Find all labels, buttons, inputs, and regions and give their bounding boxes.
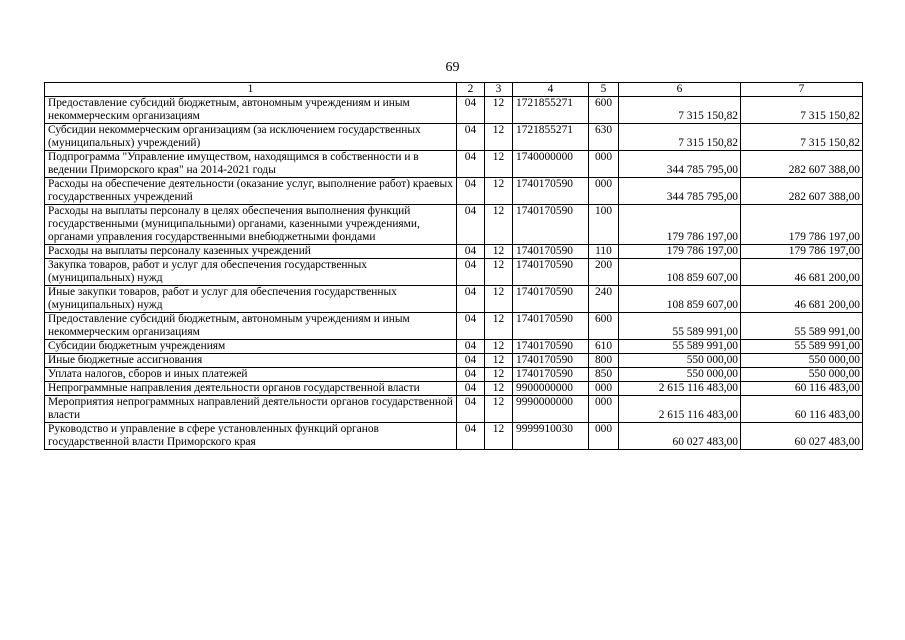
table-row <box>45 340 863 354</box>
cell-name: Предоставление субсидий бюджетным, автономным учреждениям и иным некоммерческим организациям <box>45 97 457 124</box>
cell-name: Субсидии бюджетным учреждениям <box>45 340 457 354</box>
cell-section: 04 <box>457 354 485 368</box>
cell-amount-1: 7 315 150,82 <box>619 97 741 124</box>
cell-target-article: 1740000000 <box>513 151 589 178</box>
cell-subsection: 12 <box>485 124 513 151</box>
cell-subsection: 12 <box>485 340 513 354</box>
cell-target-article: 9999910030 <box>513 423 589 450</box>
cell-target-article: 1740170590 <box>513 178 589 205</box>
cell-expense-type: 000 <box>589 178 619 205</box>
cell-subsection: 12 <box>485 382 513 396</box>
cell-expense-type: 600 <box>589 313 619 340</box>
cell-target-article: 1721855271 <box>513 124 589 151</box>
cell-subsection: 12 <box>485 396 513 423</box>
cell-name: Уплата налогов, сборов и иных платежей <box>45 368 457 382</box>
cell-subsection: 12 <box>485 423 513 450</box>
cell-expense-type: 100 <box>589 205 619 245</box>
column-header-target-article: 4 <box>513 83 589 97</box>
cell-expense-type: 000 <box>589 382 619 396</box>
cell-amount-2: 179 786 197,00 <box>741 205 863 245</box>
cell-section: 04 <box>457 97 485 124</box>
cell-name: Предоставление субсидий бюджетным, автономным учреждениям и иным некоммерческим организациям <box>45 313 457 340</box>
cell-section: 04 <box>457 259 485 286</box>
cell-target-article: 9990000000 <box>513 396 589 423</box>
cell-expense-type: 600 <box>589 97 619 124</box>
cell-expense-type: 000 <box>589 423 619 450</box>
cell-amount-1: 344 785 795,00 <box>619 178 741 205</box>
column-header-subsection: 3 <box>485 83 513 97</box>
cell-name: Субсидии некоммерческим организациям (за исключением государственных (муниципальных) учреждений) <box>45 124 457 151</box>
table-row <box>45 368 863 382</box>
cell-amount-1: 60 027 483,00 <box>619 423 741 450</box>
cell-amount-1: 55 589 991,00 <box>619 313 741 340</box>
cell-amount-2: 550 000,00 <box>741 368 863 382</box>
table-row <box>45 286 863 313</box>
cell-target-article: 1740170590 <box>513 354 589 368</box>
cell-amount-2: 7 315 150,82 <box>741 124 863 151</box>
cell-name: Закупка товаров, работ и услуг для обеспечения государственных (муниципальных) нужд <box>45 259 457 286</box>
cell-expense-type: 000 <box>589 151 619 178</box>
cell-amount-2: 46 681 200,00 <box>741 286 863 313</box>
table-body <box>45 97 863 450</box>
cell-section: 04 <box>457 340 485 354</box>
cell-expense-type: 200 <box>589 259 619 286</box>
table-row <box>45 354 863 368</box>
cell-section: 04 <box>457 368 485 382</box>
cell-subsection: 12 <box>485 368 513 382</box>
cell-target-article: 1740170590 <box>513 205 589 245</box>
cell-amount-1: 550 000,00 <box>619 368 741 382</box>
page-number: 69 <box>445 60 460 75</box>
cell-target-article: 9900000000 <box>513 382 589 396</box>
cell-amount-2: 60 116 483,00 <box>741 382 863 396</box>
cell-expense-type: 240 <box>589 286 619 313</box>
cell-subsection: 12 <box>485 354 513 368</box>
table-row <box>45 205 863 245</box>
budget-table <box>44 82 863 450</box>
cell-amount-1: 344 785 795,00 <box>619 151 741 178</box>
cell-subsection: 12 <box>485 97 513 124</box>
cell-target-article: 1740170590 <box>513 259 589 286</box>
cell-section: 04 <box>457 313 485 340</box>
cell-expense-type: 800 <box>589 354 619 368</box>
cell-section: 04 <box>457 178 485 205</box>
cell-amount-1: 108 859 607,00 <box>619 286 741 313</box>
cell-amount-2: 7 315 150,82 <box>741 97 863 124</box>
cell-amount-2: 46 681 200,00 <box>741 259 863 286</box>
cell-amount-1: 55 589 991,00 <box>619 340 741 354</box>
cell-amount-2: 179 786 197,00 <box>741 245 863 259</box>
cell-amount-1: 550 000,00 <box>619 354 741 368</box>
cell-amount-2: 60 116 483,00 <box>741 396 863 423</box>
column-header-section: 2 <box>457 83 485 97</box>
cell-name: Непрограммные направления деятельности органов государственной власти <box>45 382 457 396</box>
cell-amount-1: 108 859 607,00 <box>619 259 741 286</box>
cell-section: 04 <box>457 245 485 259</box>
cell-section: 04 <box>457 382 485 396</box>
cell-amount-2: 282 607 388,00 <box>741 178 863 205</box>
cell-subsection: 12 <box>485 245 513 259</box>
cell-amount-2: 55 589 991,00 <box>741 313 863 340</box>
table-row <box>45 124 863 151</box>
cell-section: 04 <box>457 423 485 450</box>
column-header-amount-2: 7 <box>741 83 863 97</box>
cell-name: Мероприятия непрограммных направлений деятельности органов государственной власти <box>45 396 457 423</box>
cell-expense-type: 630 <box>589 124 619 151</box>
cell-expense-type: 110 <box>589 245 619 259</box>
cell-amount-1: 2 615 116 483,00 <box>619 396 741 423</box>
cell-section: 04 <box>457 205 485 245</box>
cell-name: Руководство и управление в сфере установленных функций органов государственной власти Приморского края <box>45 423 457 450</box>
column-header-amount-1: 6 <box>619 83 741 97</box>
cell-target-article: 1740170590 <box>513 368 589 382</box>
cell-name: Расходы на выплаты персоналу казенных учреждений <box>45 245 457 259</box>
cell-amount-2: 60 027 483,00 <box>741 423 863 450</box>
cell-name: Подпрограмма "Управление имуществом, находящимся в собственности и в ведении Приморского края" на 2014-2021 годы <box>45 151 457 178</box>
cell-expense-type: 000 <box>589 396 619 423</box>
cell-amount-1: 2 615 116 483,00 <box>619 382 741 396</box>
cell-subsection: 12 <box>485 205 513 245</box>
table-row <box>45 245 863 259</box>
cell-section: 04 <box>457 396 485 423</box>
cell-target-article: 1740170590 <box>513 313 589 340</box>
cell-target-article: 1740170590 <box>513 286 589 313</box>
cell-amount-2: 55 589 991,00 <box>741 340 863 354</box>
cell-name: Расходы на выплаты персоналу в целях обеспечения выполнения функций государственными (муниципальными) органами, казенными учреждениями, органами управления государственными внебюджетными фондами <box>45 205 457 245</box>
cell-subsection: 12 <box>485 286 513 313</box>
cell-subsection: 12 <box>485 151 513 178</box>
cell-section: 04 <box>457 286 485 313</box>
table-row <box>45 259 863 286</box>
cell-subsection: 12 <box>485 259 513 286</box>
cell-section: 04 <box>457 151 485 178</box>
cell-name: Иные закупки товаров, работ и услуг для обеспечения государственных (муниципальных) нужд <box>45 286 457 313</box>
column-header-name: 1 <box>45 83 457 97</box>
cell-name: Иные бюджетные ассигнования <box>45 354 457 368</box>
cell-expense-type: 850 <box>589 368 619 382</box>
table-row <box>45 423 863 450</box>
column-header-expense-type: 5 <box>589 83 619 97</box>
cell-target-article: 1740170590 <box>513 245 589 259</box>
table-row <box>45 382 863 396</box>
cell-subsection: 12 <box>485 178 513 205</box>
cell-amount-2: 550 000,00 <box>741 354 863 368</box>
cell-section: 04 <box>457 124 485 151</box>
cell-subsection: 12 <box>485 313 513 340</box>
cell-amount-1: 179 786 197,00 <box>619 205 741 245</box>
cell-amount-1: 7 315 150,82 <box>619 124 741 151</box>
cell-target-article: 1740170590 <box>513 340 589 354</box>
cell-expense-type: 610 <box>589 340 619 354</box>
header-row <box>45 83 863 97</box>
table-row <box>45 313 863 340</box>
cell-name: Расходы на обеспечение деятельности (оказание услуг, выполнение работ) краевых государственных учреждений <box>45 178 457 205</box>
table-row <box>45 396 863 423</box>
table-row <box>45 97 863 124</box>
cell-amount-2: 282 607 388,00 <box>741 151 863 178</box>
cell-target-article: 1721855271 <box>513 97 589 124</box>
table-row <box>45 178 863 205</box>
cell-amount-1: 179 786 197,00 <box>619 245 741 259</box>
table-row <box>45 151 863 178</box>
